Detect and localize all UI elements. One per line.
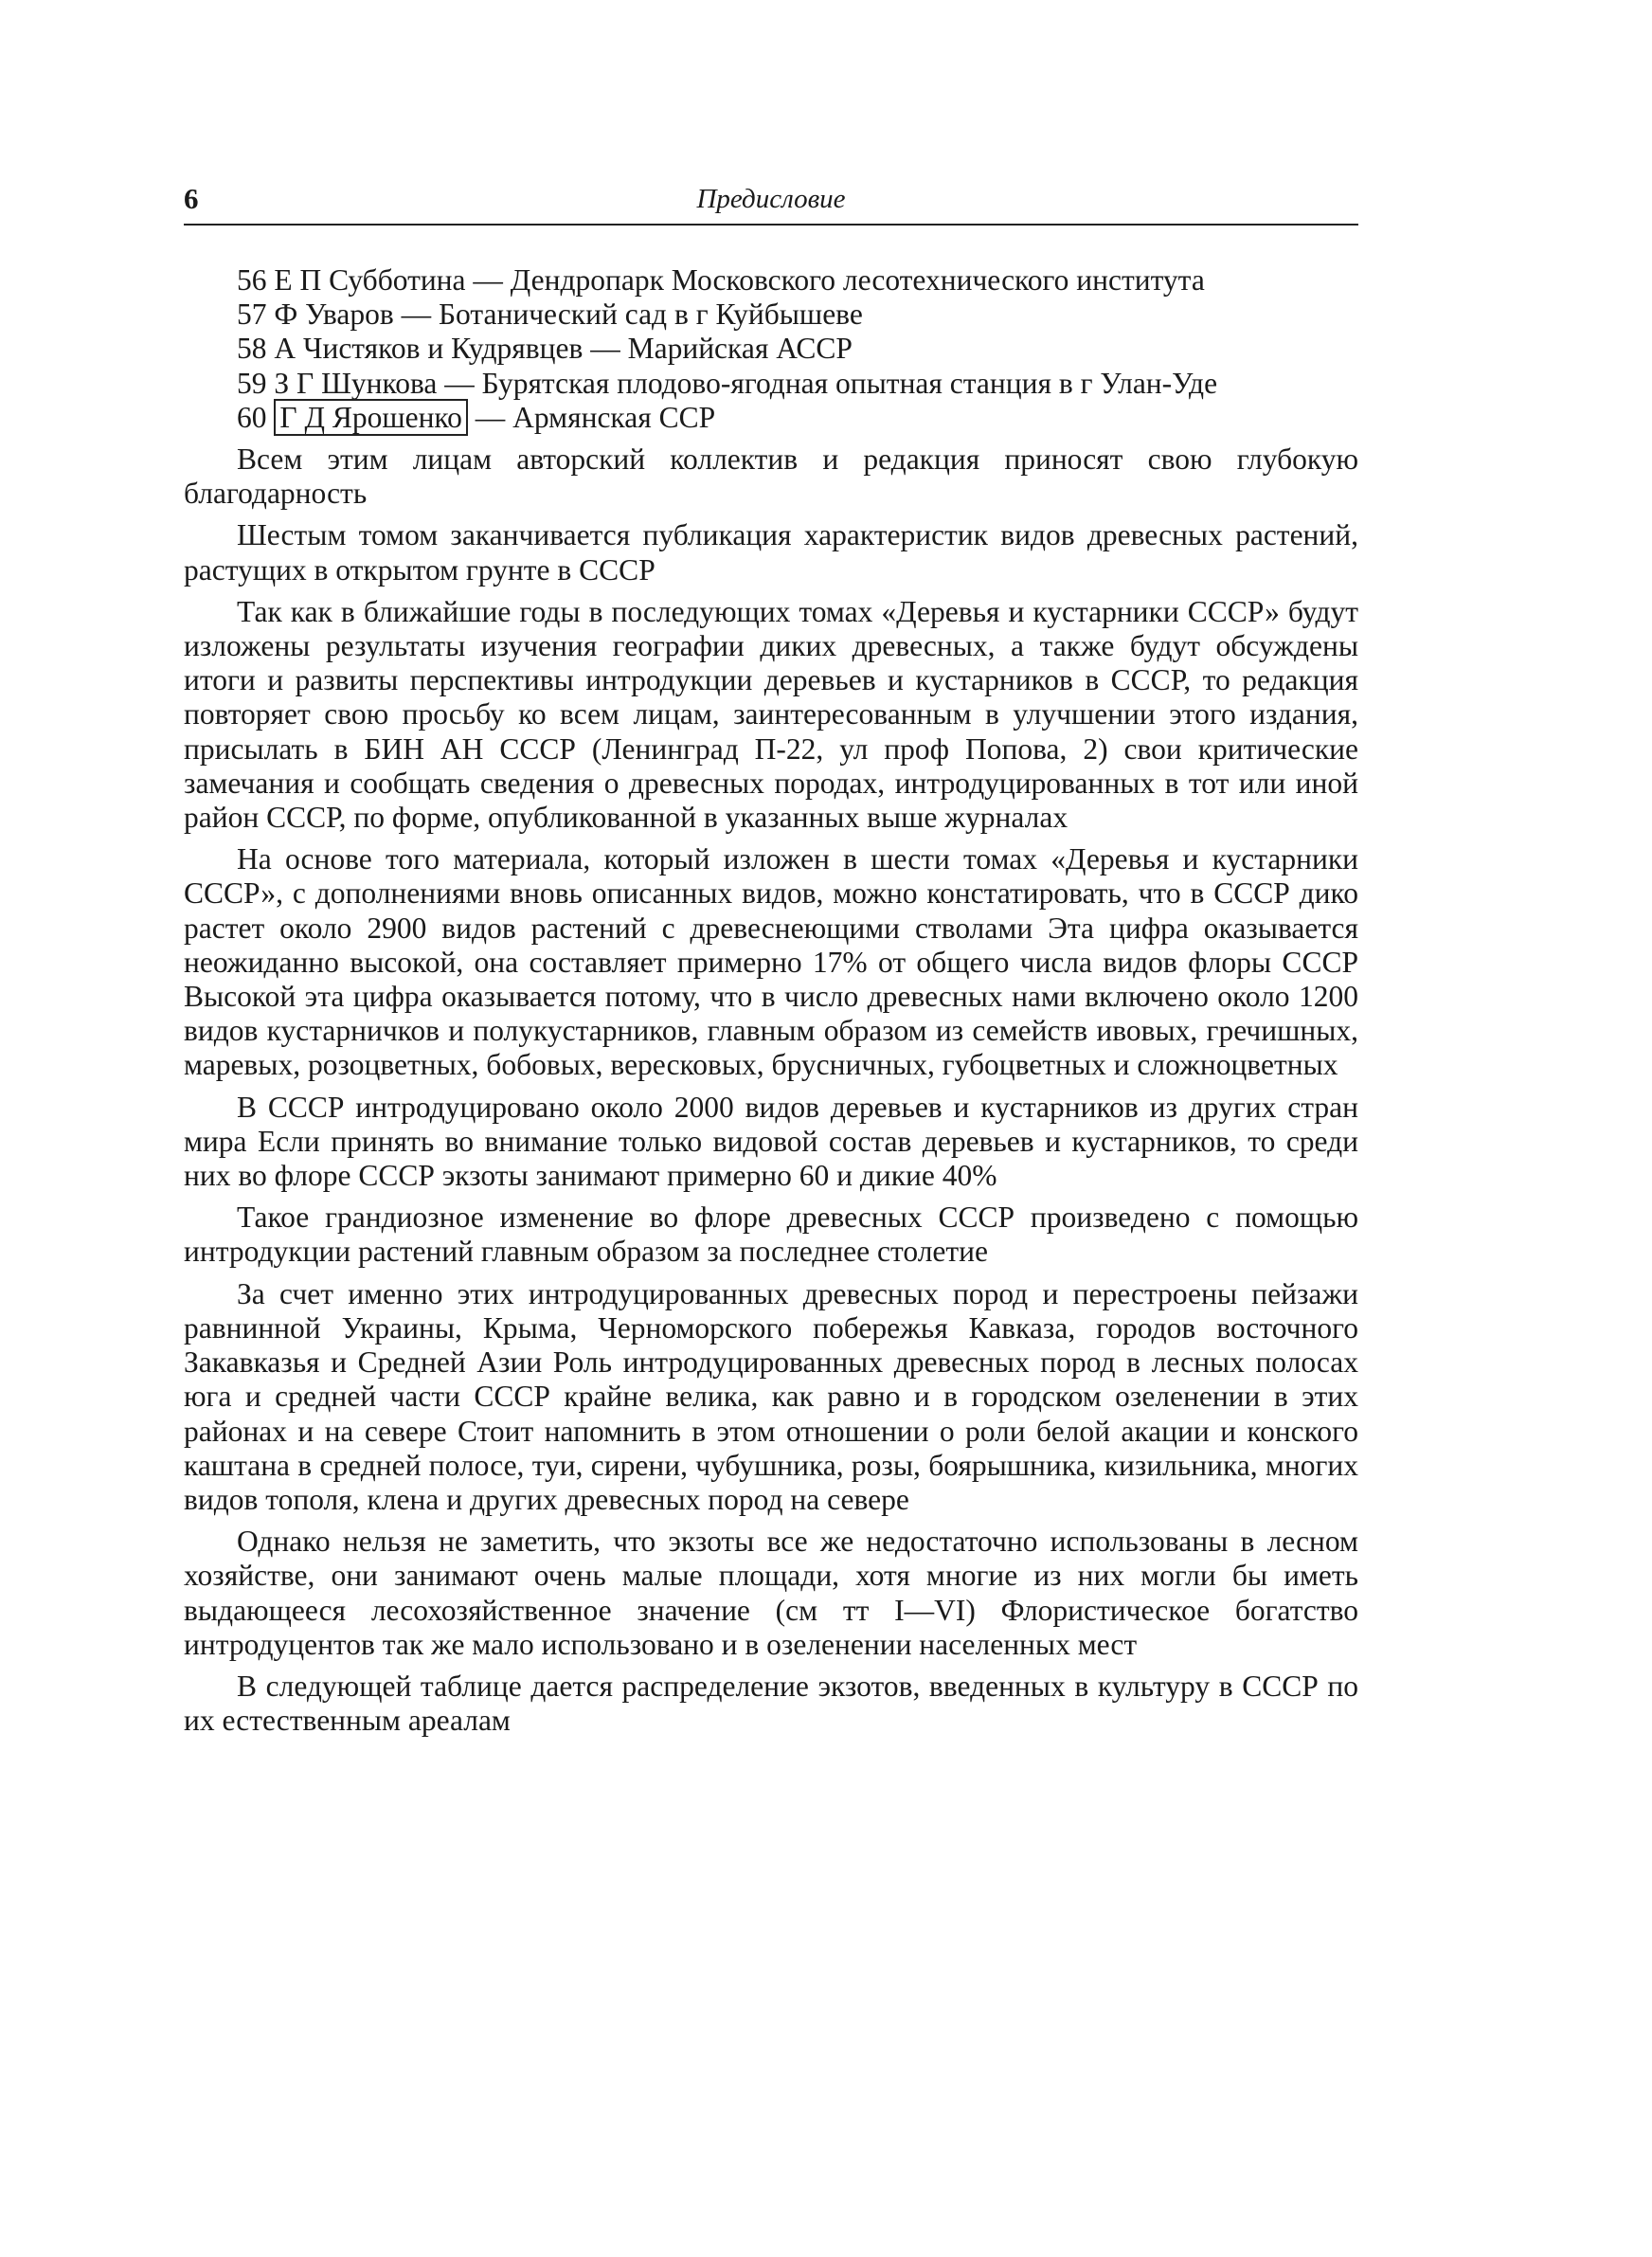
list-item: 59 З Г Шункова — Бурятская плодово-ягодная опытная станция в г Улан-Уде [237,366,1218,400]
list-item: 56 Е П Субботина — Дендропарк Московского лесотехнического института [237,263,1205,297]
paragraph: Однако нельзя не заметить, что экзоты все же недостаточно использованы в лесном хозяйстве, они занимают очень малые площади, хотя многие из них могли бы иметь выдающееся лесохозяйственное значение (см тт I—VI) Флористическое богатство интродуцентов так же мало использовано и в озеленении населенных мест [184,1525,1358,1661]
paragraph: Так как в ближайшие годы в последующих томах «Деревья и кустарники СССР» будут изложены результаты изучения географии диких древесных, а также будут обсуждены итоги и развиты перспективы интродукции деревьев и кустарников в СССР, то редакция повторяет свою просьбу ко всем лицам, заинтересованным в улучшении этого издания, присылать в БИН АН СССР (Ленинград П-22, ул проф Попова, 2) свои критические замечания и сообщать сведения о древесных породах, интродуцированных в тот или иной район СССР, по форме, опубликованной в указанных выше журналах [184,594,1358,835]
paragraph: На основе того материала, который изложен в шести томах «Деревья и кустарники СССР», с дополнениями вновь описанных видов, можно констатировать, что в СССР дико растет около 2900 видов растений с древеснеющими стволами Эта цифра оказывается неожиданно высокой, она составляет примерно 17% от общего числа видов флоры СССР Высокой эта цифра оказывается потому, что в число древесных нами включено около 1200 видов кустарничков и полукустарников, главным образом из семейств ивовых, гречишных, маревых, розоцветных, бобовых, вересковых, брусничных, губоцветных и сложноцветных [184,842,1358,1082]
running-title: Предисловие [696,184,846,214]
list-item: 57 Ф Уваров — Ботанический сад в г Куйбышеве [237,298,863,332]
paragraph: В СССР интродуцировано около 2000 видов деревьев и кустарников из других стран мира Если принять во внимание только видовой состав деревьев и кустарников, то среди них во флоре СССР экзоты занимают примерно 60 и дикие 40% [184,1090,1358,1193]
page-number: 6 [184,182,199,215]
paragraph: Всем этим лицам авторский коллектив и редакция приносят свою глубокую благодарность [184,442,1358,511]
body-text [184,263,1358,1738]
page [184,0,1358,2257]
list-item: 58 А Чистяков и Кудрявцев — Марийская АССР [237,332,853,366]
entry-number: 60 [237,400,267,434]
paragraph: Такое грандиозное изменение во флоре древесных СССР произведено с помощью интродукции растений главным образом за последнее столетие [184,1201,1358,1269]
paragraph: За счет именно этих интродуцированных древесных пород и перестроены пейзажи равнинной Украины, Крыма, Черноморского побережья Кавказа, городов восточного Закавказья и Средней Азии Роль интродуцированных древесных пород в лесных полосах юга и средней части СССР крайне велика, как равно и в городском озеленении в этих районах и на севере Стоит напомнить в этом отношении о роли белой акации и конского каштана в средней полосе, туи, сирени, чубушника, розы, боярышника, кизильника, многих видов тополя, клена и других древесных пород на севере [184,1276,1358,1516]
framed-name: Г Д Ярошенко [274,399,468,436]
entry-rest: — Армянская ССР [467,400,716,434]
list-item-60 [184,401,1358,435]
paragraph: В следующей таблице дается распределение экзотов, введенных в культуру в СССР по их естественным ареалам [184,1669,1358,1738]
page-header [184,178,1358,226]
paragraph: Шестым томом заканчивается публикация характеристик видов древесных растений, растущих в открытом грунте в СССР [184,518,1358,587]
